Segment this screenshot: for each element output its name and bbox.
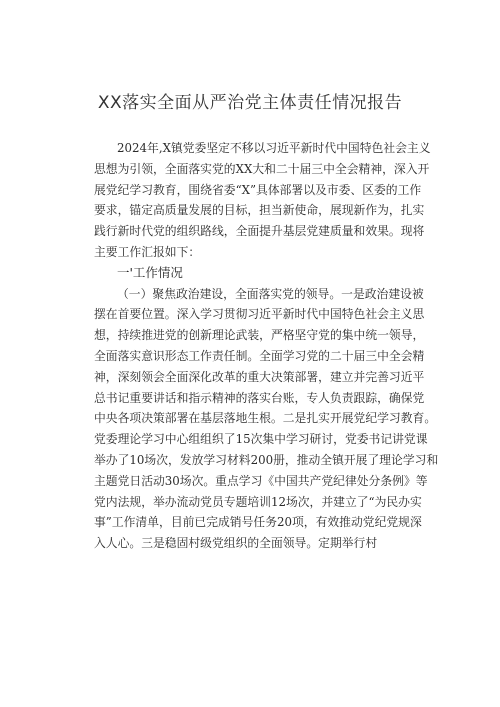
document-title: XX落实全面从严治党主体责任情况报告 bbox=[97, 93, 403, 113]
paragraph-line: 总书记重要讲话和指示精神的落实台账，专人负责跟踪，确保党 bbox=[94, 390, 425, 405]
paragraph-line: 思想为引领，全面落实党的XX大和二十届三中全会精神，深入开 bbox=[94, 161, 430, 176]
paragraph-line: 展党纪学习教育，围绕省委“X”具体部署以及市委、区委的工作 bbox=[94, 182, 422, 197]
paragraph-line: 事”工作清单，目前已完成销号任务20项，有效推动党纪党规深 bbox=[94, 515, 422, 530]
paragraph-line: 神，深刻领会全面深化改革的重大决策部署，建立并完善习近平 bbox=[94, 369, 425, 384]
paragraph-line: 2024年,X镇党委坚定不移以习近平新时代中国特色社会主义 bbox=[117, 141, 431, 155]
paragraph-line: 主要工作汇报如下： bbox=[94, 244, 201, 259]
paragraph-line: 践行新时代党的组织路线，全面提升基层党建质量和效果。现将 bbox=[94, 224, 425, 239]
paragraph-line: 党委理论学习中心组组织了15次集中学习研讨，党委书记讲党课 bbox=[94, 432, 428, 447]
paragraph-line: 摆在首要位置。深入学习贯彻习近平新时代中国特色社会主义思 bbox=[94, 307, 425, 322]
paragraph-line: （一）聚焦政治建设，全面落实党的领导。一是政治建设被 bbox=[117, 286, 424, 301]
paragraph-line: 党内法规，举办流动党员专题培训12场次，并建立了“为民办实 bbox=[94, 494, 422, 509]
paragraph-line: 中央各项决策部署在基层落地生根。二是扎实开展党纪学习教育。 bbox=[94, 411, 437, 426]
paragraph-line: 入人心。三是稳固村级党组织的全面领导。定期举行村 bbox=[94, 536, 378, 551]
paragraph-line: 全面落实意识形态工作责任制。全面学习党的二十届三中全会精 bbox=[94, 348, 425, 363]
document-body bbox=[94, 138, 439, 554]
paragraph-line: 举办了10场次，发放学习材料200册，推动全镇开展了理论学习和 bbox=[94, 452, 439, 467]
paragraph-line: 想，持续推进党的创新理论武装，严格坚守党的集中统一领导， bbox=[94, 328, 425, 343]
paragraph-line: 主题党日活动30场次。重点学习《中国共产党纪律处分条例》等 bbox=[94, 473, 428, 488]
section-heading: 一'工作情况 bbox=[117, 264, 183, 280]
paragraph-line: 要求，锚定高质量发展的目标，担当新使命，展现新作为，扎实 bbox=[94, 203, 425, 218]
